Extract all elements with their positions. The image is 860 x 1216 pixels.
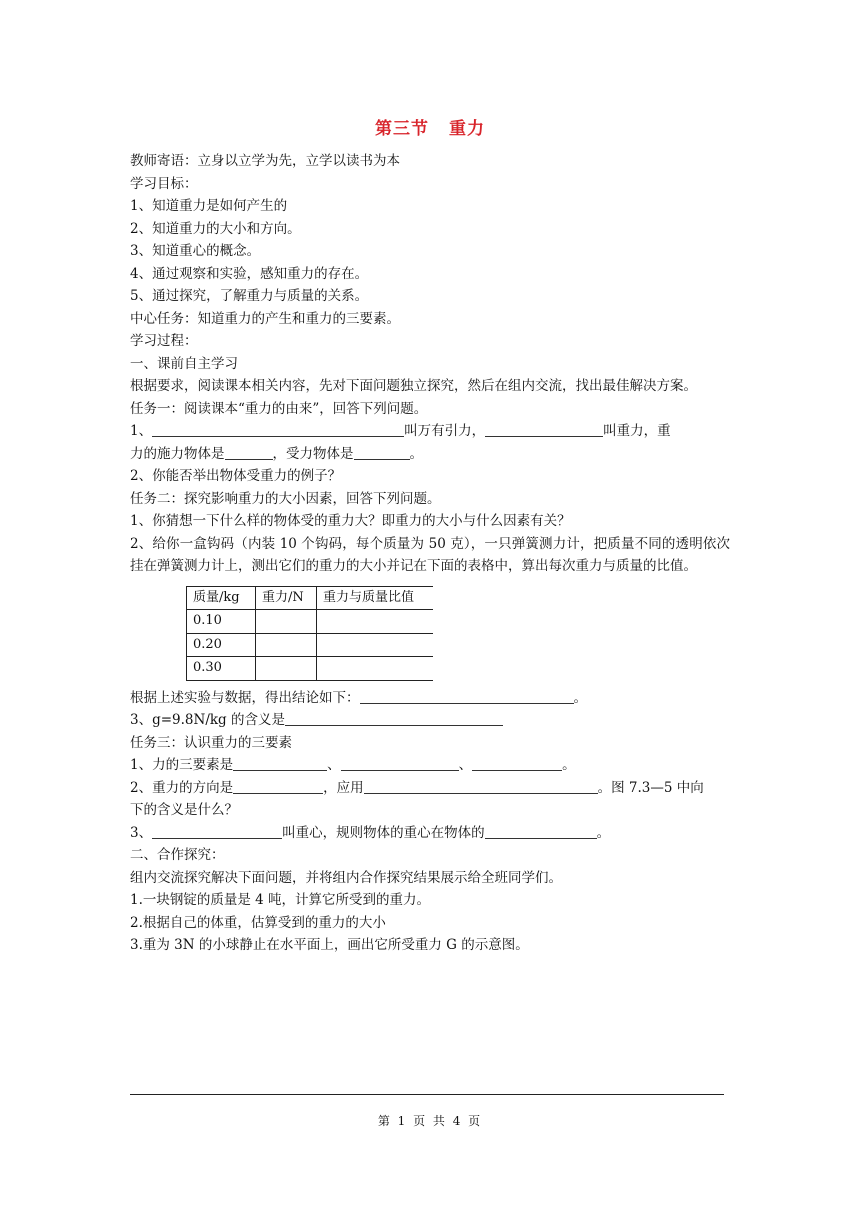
task3-heading: 任务三：认识重力的三要素 [130,734,292,751]
mass-cell: 0.10 [187,610,256,634]
table-header: 质量/kg [187,586,256,610]
goals-heading: 学习目标： [130,175,198,192]
blank[interactable] [354,444,410,460]
part2-question: 1.一块钢锭的质量是 4 吨，计算它所受到的重力。 [130,892,431,908]
mass-weight-table [186,586,433,681]
teacher-motto: 教师寄语：立身以立学为先，立学以读书为本 [130,153,400,169]
part2-intro: 组内交流探究解决下面问题，并将组内合作探究结果展示给全班同学们。 [130,869,562,886]
footer-divider [130,1094,724,1095]
table-row [187,633,434,657]
task1-heading: 任务一：阅读课本“重力的由来”，回答下列问题。 [130,400,428,417]
blank[interactable] [364,778,598,794]
blank[interactable] [225,444,273,460]
weight-cell[interactable] [256,657,317,681]
page-number: 第 1 页 共 4 页 [377,1114,483,1128]
part2-heading: 二、合作探究： [130,847,225,863]
part2-question: 2.根据自己的体重，估算受到的重力的大小 [130,914,386,931]
process-heading: 学习过程： [130,333,198,349]
blank[interactable] [233,778,323,794]
goal-item: 5、通过探究，了解重力与质量的关系。 [130,288,369,304]
task1-question2: 2、你能否举出物体受重力的例子？ [130,468,342,484]
task2-question3: 3、g=9.8N/kg 的含义是 [130,709,730,732]
task1-question1-line1: 1、 叫万有引力， 叫重力，重 [130,423,671,439]
blank[interactable] [472,755,562,771]
part2-question: 3.重为 3N 的小球静止在水平面上，画出它所受重力 G 的示意图。 [130,937,529,953]
ratio-cell[interactable] [317,657,434,681]
blank[interactable] [233,755,327,771]
ratio-cell[interactable] [317,633,434,657]
title-topic: 重力 [449,119,485,139]
title-section: 第三节 [375,119,429,139]
task3-question1: 1、力的三要素是 、 、 。 [130,757,576,773]
task3-question3: 3、 叫重心，规则物体的重心在物体的 。 [130,824,611,841]
goal-item: 2、知道重力的大小和方向。 [130,220,301,237]
mass-cell: 0.20 [187,633,256,657]
blank[interactable] [341,755,459,771]
blank[interactable] [152,823,282,839]
part1-heading: 一、课前自主学习 [130,355,238,372]
task2-heading: 任务二：探究影响重力的大小因素，回答下列问题。 [130,490,441,507]
goal-item: 4、通过观察和实验，感知重力的存在。 [130,265,369,282]
conclusion-line: 根据上述实验与数据，得出结论如下： 。 [130,689,587,706]
blank[interactable] [152,421,404,437]
table-row [187,610,434,634]
table-header: 重力/N [256,586,317,610]
blank[interactable] [285,710,503,726]
task2-question1: 1、你猜想一下什么样的物体受的重力大？即重力的大小与什么因素有关？ [130,513,571,529]
document-body [130,150,730,957]
page-title [0,114,860,139]
blank[interactable] [485,421,603,437]
task2-question2: 2、给你一盒钩码（内装 10 个钩码，每个质量为 50 克），一只弹簧测力计，把质量不同的透明依次挂在弹簧测力计上，测出它们的重力的大小并记在下面的表格中，算出每次重力与质量的比值。 [130,535,730,574]
mass-cell: 0.30 [187,657,256,681]
ratio-cell[interactable] [317,610,434,634]
goal-item: 1、知道重力是如何产生的 [130,198,288,214]
central-task: 中心任务：知道重力的产生和重力的三要素。 [130,310,400,327]
table-header: 重力与质量比值 [317,586,434,610]
task3-question2-line2: 下的含义是什么？ [130,802,238,818]
blank[interactable] [485,823,597,839]
weight-cell[interactable] [256,610,317,634]
table-row [187,657,434,681]
task3-question2-line1: 2、重力的方向是 ，应用 。图 7.3—5 中向 [130,779,704,796]
task1-question1-line2: 力的施力物体是 ，受力物体是 。 [130,445,423,462]
goal-item: 3、知道重心的概念。 [130,243,261,259]
table-header-row [187,586,434,610]
blank[interactable] [360,688,574,704]
weight-cell[interactable] [256,633,317,657]
part1-intro: 根据要求，阅读课本相关内容，先对下面问题独立探究，然后在组内交流，找出最佳解决方案。 [130,378,697,394]
